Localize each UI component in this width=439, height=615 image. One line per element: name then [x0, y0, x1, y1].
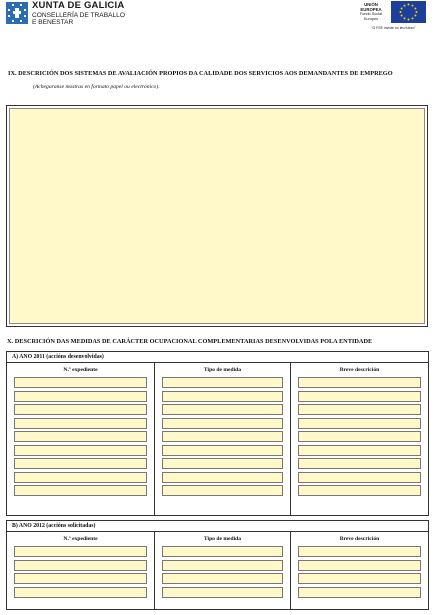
form-input-cell[interactable]: [298, 587, 421, 598]
table-2011-header: A) ANO 2011 (accións desenvolvidas): [7, 352, 428, 363]
section-9-title: IX. DESCRICIÓN DOS SISTEMAS DE AVALIACIÓN PROPIOS DA CALIDADE DOS SERVICIOS AOS DEMANDANTES DE EMPREGO: [8, 70, 393, 77]
column-header: Breve descrición: [339, 536, 380, 542]
form-input-cell[interactable]: [162, 587, 283, 598]
form-input-cell[interactable]: [162, 485, 283, 496]
form-input-cell[interactable]: [162, 431, 283, 442]
column-tipo-medida: [155, 532, 291, 609]
form-input-cell[interactable]: [14, 472, 147, 483]
column-expediente: [7, 532, 155, 609]
cell-stack: [155, 546, 290, 598]
form-input-cell[interactable]: [298, 560, 421, 571]
eu-label: UNIÓN EUROPEA Fondo Social Europeo: [359, 2, 383, 21]
department-name: CONSELLERÍA DE TRABALLO E BENESTAR: [32, 12, 125, 27]
form-input-cell[interactable]: [162, 418, 283, 429]
form-input-cell[interactable]: [162, 472, 283, 483]
form-input-cell[interactable]: [14, 377, 147, 388]
form-input-cell[interactable]: [14, 546, 147, 557]
cell-stack: [291, 377, 428, 496]
eu-flag-icon: [391, 1, 426, 23]
form-input-cell[interactable]: [14, 587, 147, 598]
form-input-cell[interactable]: [14, 404, 147, 415]
form-input-cell[interactable]: [298, 458, 421, 469]
form-input-cell[interactable]: [298, 546, 421, 557]
form-input-cell[interactable]: [162, 377, 283, 388]
section-9-text-field[interactable]: [9, 108, 425, 324]
form-input-cell[interactable]: [298, 485, 421, 496]
column-header: Breve descrición: [339, 367, 380, 373]
form-input-cell[interactable]: [162, 546, 283, 557]
table-2012: [6, 520, 429, 610]
section-9-textarea[interactable]: [6, 105, 428, 327]
form-input-cell[interactable]: [298, 431, 421, 442]
cell-stack: [7, 377, 154, 496]
form-input-cell[interactable]: [14, 573, 147, 584]
table-2012-header: B) ANO 2012 (accións solicitadas): [7, 521, 428, 532]
form-input-cell[interactable]: [298, 573, 421, 584]
column-header: N.º expediente: [63, 367, 98, 373]
form-input-cell[interactable]: [14, 445, 147, 456]
form-input-cell[interactable]: [14, 560, 147, 571]
org-name: XUNTA DE GALICIA: [32, 0, 125, 11]
column-expediente: [7, 363, 155, 515]
form-input-cell[interactable]: [14, 458, 147, 469]
section-10-title: X. DESCRICIÓN DAS MEDIDAS DE CARÁCTER OCUPACIONAL COMPLEMENTARIAS DESENVOLVIDAS POLA ENTIDADE: [7, 338, 373, 345]
column-header: Tipo de medida: [203, 367, 242, 373]
form-input-cell[interactable]: [14, 391, 147, 402]
form-input-cell[interactable]: [162, 445, 283, 456]
table-2011: [6, 351, 429, 516]
section-9-note: (Achegaranse mostras en formato papel ou electrónico).: [33, 84, 160, 90]
column-breve-descricion: [291, 532, 428, 609]
form-input-cell[interactable]: [298, 472, 421, 483]
column-header: Tipo de medida: [203, 536, 242, 542]
form-input-cell[interactable]: [162, 391, 283, 402]
table-2011-columns: [7, 363, 428, 515]
eu-motto: "O FSE inviste no teu futuro": [371, 26, 416, 30]
form-input-cell[interactable]: [14, 485, 147, 496]
form-input-cell[interactable]: [14, 431, 147, 442]
form-input-cell[interactable]: [298, 404, 421, 415]
column-tipo-medida: [155, 363, 291, 515]
form-input-cell[interactable]: [298, 377, 421, 388]
xunta-logo-icon: [6, 2, 28, 24]
form-input-cell[interactable]: [162, 458, 283, 469]
form-input-cell[interactable]: [162, 560, 283, 571]
cell-stack: [291, 546, 428, 598]
form-input-cell[interactable]: [298, 418, 421, 429]
form-input-cell[interactable]: [14, 418, 147, 429]
form-input-cell[interactable]: [162, 573, 283, 584]
cell-stack: [155, 377, 290, 496]
column-header: N.º expediente: [63, 536, 98, 542]
form-input-cell[interactable]: [298, 391, 421, 402]
column-breve-descricion: [291, 363, 428, 515]
table-2012-columns: [7, 532, 428, 609]
form-input-cell[interactable]: [298, 445, 421, 456]
cell-stack: [7, 546, 154, 598]
form-input-cell[interactable]: [162, 404, 283, 415]
